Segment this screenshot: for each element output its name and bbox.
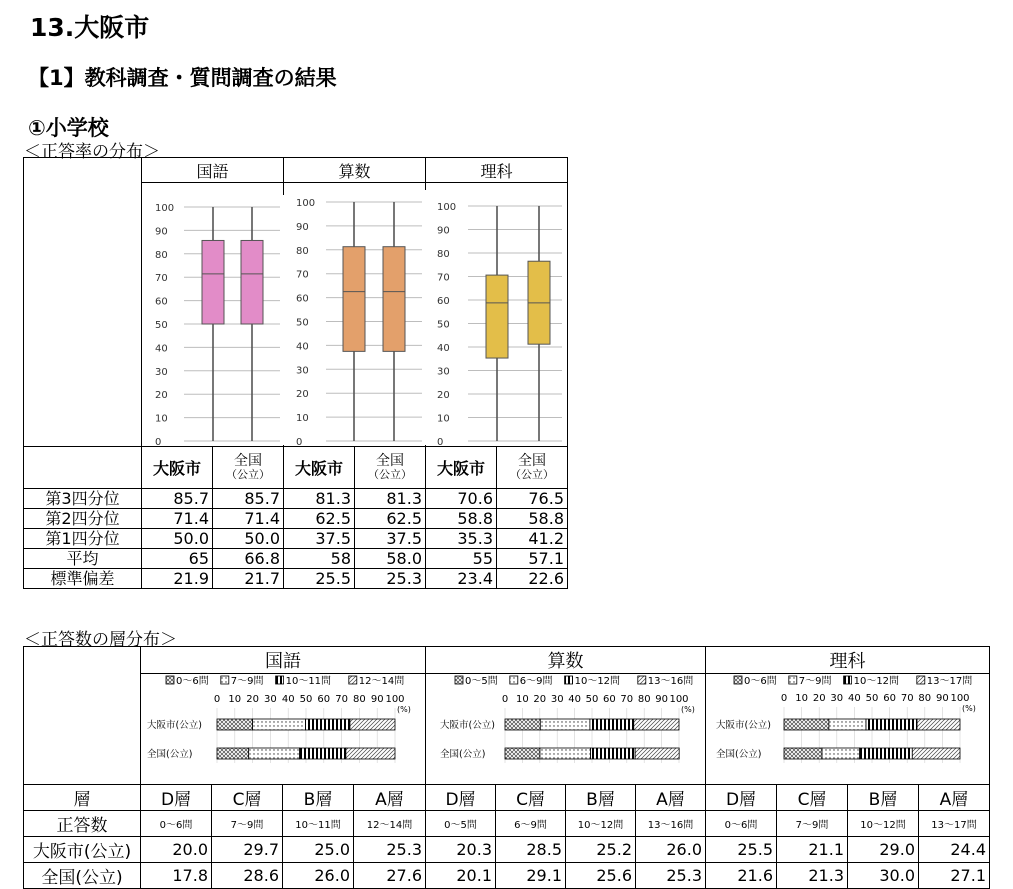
stat-value: 70.6 <box>426 489 497 509</box>
box <box>241 240 263 324</box>
stacked-bar-segment <box>505 748 540 759</box>
layer-value: 25.0 <box>283 837 354 863</box>
range-label: 7～9問 <box>212 811 283 837</box>
legend-swatch <box>510 676 518 684</box>
stat-value: 57.1 <box>497 549 568 569</box>
legend-label: 7～9問 <box>230 676 264 687</box>
distribution-title: ＜正答率の分布＞ <box>24 142 160 162</box>
layer-label: C層 <box>496 785 566 811</box>
layer-value: 28.5 <box>496 837 566 863</box>
category-label: 全国(公立) <box>440 749 486 760</box>
range-label: 0～5問 <box>426 811 496 837</box>
layer-value: 25.5 <box>706 837 777 863</box>
category-label: 大阪市(公立) <box>440 720 495 731</box>
y-tick-label: 80 <box>296 245 309 257</box>
stacked-bar-segment <box>253 719 306 730</box>
layer-distribution-title: ＜正答数の層分布＞ <box>24 630 177 650</box>
layer-value: 24.4 <box>919 837 990 863</box>
group-zenkoku-label: 全国 <box>234 452 262 469</box>
stat-value: 81.3 <box>355 489 426 509</box>
y-tick-label: 20 <box>155 390 168 402</box>
row-label-count: 正答数 <box>24 811 141 837</box>
legend-label: 13～17問 <box>926 676 973 687</box>
legend-label: 10～11問 <box>285 676 332 687</box>
range-label: 12～14問 <box>354 811 426 837</box>
legend-label: 0～6問 <box>744 676 777 687</box>
x-tick-label: 30 <box>550 694 564 705</box>
subject-header-rika: 理科 <box>426 158 568 183</box>
y-tick-label: 90 <box>296 221 309 233</box>
y-tick-label: 30 <box>437 366 450 378</box>
y-tick-label: 100 <box>296 198 316 209</box>
stat-value: 37.5 <box>284 529 355 549</box>
stat-value: 55 <box>426 549 497 569</box>
box <box>202 240 224 324</box>
range-label: 0～6問 <box>141 811 212 837</box>
subject-header-kokugo: 国語 <box>142 158 284 183</box>
y-tick-label: 40 <box>437 343 450 354</box>
stacked-bar-segment <box>635 748 679 759</box>
layer-subject-kokugo: 国語 <box>141 647 426 674</box>
layer-label: D層 <box>141 785 212 811</box>
layer-value: 29.1 <box>496 863 566 889</box>
stat-value: 62.5 <box>284 509 355 529</box>
stat-value: 58.0 <box>355 549 426 569</box>
layer-value: 26.0 <box>283 863 354 889</box>
x-tick-label: 90 <box>936 693 949 704</box>
y-tick-label: 70 <box>437 272 450 284</box>
group-osaka: 大阪市 <box>426 447 497 489</box>
stacked-bar-segment <box>829 719 866 730</box>
row-label-osaka: 大阪市(公立) <box>24 837 141 863</box>
stat-value: 85.7 <box>142 489 213 509</box>
row-label-layer: 層 <box>24 785 141 811</box>
y-tick-label: 90 <box>155 226 168 238</box>
x-tick-label: 90 <box>655 694 668 705</box>
layer-value: 20.1 <box>426 863 496 889</box>
row-label-zenkoku: 全国(公立) <box>24 863 141 889</box>
layer-value: 27.1 <box>919 863 990 889</box>
x-tick-label: 70 <box>335 694 348 705</box>
x-tick-label: 60 <box>883 693 896 704</box>
layer-value: 20.0 <box>141 837 212 863</box>
layer-label: B層 <box>566 785 636 811</box>
layer-label: B層 <box>283 785 354 811</box>
stat-label: 第2四分位 <box>24 509 142 529</box>
x-tick-label: 40 <box>281 694 295 705</box>
layer-label: C層 <box>777 785 848 811</box>
stat-label: 第3四分位 <box>24 489 142 509</box>
unit-label: (%) <box>397 705 411 714</box>
y-tick-label: 100 <box>437 202 457 213</box>
legend-label: 0～6問 <box>176 676 209 687</box>
stacked-bar-segment <box>860 748 913 759</box>
x-tick-label: 80 <box>637 694 651 705</box>
y-tick-label: 80 <box>437 249 450 260</box>
stat-value: 22.6 <box>497 569 568 589</box>
stacked-bar-segment <box>540 719 590 730</box>
stat-value: 71.4 <box>213 509 284 529</box>
y-tick-label: 0 <box>437 437 444 448</box>
stacked-bar-segment <box>346 748 395 759</box>
stat-value: 58.8 <box>426 509 497 529</box>
x-tick-label: 60 <box>603 694 616 705</box>
legend-label: 6～9問 <box>519 676 553 687</box>
layer-value: 21.1 <box>777 837 848 863</box>
layer-value: 28.6 <box>212 863 283 889</box>
range-label: 13～16問 <box>636 811 706 837</box>
stacked-bar-segment <box>912 748 960 759</box>
x-tick-label: 10 <box>516 694 529 705</box>
x-tick-label: 20 <box>533 694 547 705</box>
category-label: 大阪市(公立) <box>147 720 202 731</box>
stat-value: 21.7 <box>213 569 284 589</box>
x-tick-label: 40 <box>568 694 581 705</box>
range-label: 10～12問 <box>848 811 919 837</box>
y-tick-label: 40 <box>155 343 168 355</box>
unit-label: (%) <box>962 704 976 713</box>
stacked-bar-segment <box>591 748 636 759</box>
y-tick-label: 50 <box>437 319 450 331</box>
y-tick-label: 60 <box>296 293 309 305</box>
x-tick-label: 50 <box>585 694 599 705</box>
range-label: 10～12問 <box>566 811 636 837</box>
layer-value: 30.0 <box>848 863 919 889</box>
x-tick-label: 90 <box>370 694 384 705</box>
legend-swatch <box>844 676 852 684</box>
legend-label: 10～12問 <box>853 676 900 687</box>
layer-label: A層 <box>636 785 706 811</box>
layer-value: 20.3 <box>426 837 496 863</box>
legend-swatch <box>734 676 742 684</box>
box <box>383 247 405 352</box>
stacked-bar-segment <box>505 719 540 730</box>
stacked-bar-segment <box>305 719 350 730</box>
legend-label: 0～5問 <box>465 676 498 687</box>
stacked-bar-segment <box>917 719 960 730</box>
x-tick-label: 100 <box>669 694 689 705</box>
legend-swatch <box>349 676 357 684</box>
x-tick-label: 50 <box>299 694 313 705</box>
group-osaka: 大阪市 <box>142 447 213 489</box>
layer-label: B層 <box>848 785 919 811</box>
layer-value: 17.8 <box>141 863 212 889</box>
layer-value: 25.3 <box>354 837 426 863</box>
y-tick-label: 70 <box>296 269 309 281</box>
x-tick-label: 100 <box>950 693 970 704</box>
y-tick-label: 70 <box>155 273 168 285</box>
x-tick-label: 0 <box>213 694 221 705</box>
y-tick-label: 50 <box>296 317 309 329</box>
range-label: 6～9問 <box>496 811 566 837</box>
legend-swatch <box>638 676 646 684</box>
subsection-title: ①小学校 <box>28 116 109 140</box>
legend-swatch <box>565 676 573 684</box>
layer-value: 21.6 <box>706 863 777 889</box>
subject-header-sansu: 算数 <box>284 158 426 183</box>
stacked-bar-segment <box>784 748 822 759</box>
layer-label: D層 <box>706 785 777 811</box>
layer-value: 25.3 <box>636 863 706 889</box>
legend-label: 13～16問 <box>647 676 694 687</box>
stat-value: 76.5 <box>497 489 568 509</box>
stat-value: 66.8 <box>213 549 284 569</box>
y-tick-label: 40 <box>296 341 309 353</box>
group-zenkoku-sub: （公立） <box>226 467 270 481</box>
stat-label: 平均 <box>24 549 142 569</box>
layer-subject-sansu: 算数 <box>426 647 706 674</box>
layer-value: 25.2 <box>566 837 636 863</box>
group-zenkoku-sub: （公立） <box>510 467 554 481</box>
y-tick-label: 20 <box>437 390 450 401</box>
range-label: 13～17問 <box>919 811 990 837</box>
x-tick-label: 40 <box>848 693 861 704</box>
range-label: 0～6問 <box>706 811 777 837</box>
box <box>343 247 365 352</box>
layer-label: A層 <box>919 785 990 811</box>
stat-value: 58 <box>284 549 355 569</box>
stat-value: 41.2 <box>497 529 568 549</box>
y-tick-label: 0 <box>296 437 303 448</box>
y-tick-label: 30 <box>296 365 309 377</box>
layer-value: 29.7 <box>212 837 283 863</box>
stat-label: 第1四分位 <box>24 529 142 549</box>
x-tick-label: 50 <box>865 693 879 704</box>
legend-swatch <box>276 676 284 684</box>
stat-value: 23.4 <box>426 569 497 589</box>
layer-value: 26.0 <box>636 837 706 863</box>
unit-label: (%) <box>681 705 695 714</box>
y-tick-label: 100 <box>155 203 175 214</box>
stacked-bar-segment <box>634 719 679 730</box>
x-tick-label: 10 <box>795 693 808 704</box>
legend-label: 7～9問 <box>798 676 832 687</box>
stacked-bar-segment <box>590 719 634 730</box>
stacked-bar-segment <box>217 748 249 759</box>
stat-value: 21.9 <box>142 569 213 589</box>
y-tick-label: 60 <box>437 296 450 307</box>
x-tick-label: 30 <box>830 693 844 704</box>
x-tick-label: 10 <box>228 694 242 705</box>
layer-label: A層 <box>354 785 426 811</box>
stat-label: 標準偏差 <box>24 569 142 589</box>
y-tick-label: 80 <box>155 249 168 261</box>
stat-value: 62.5 <box>355 509 426 529</box>
x-tick-label: 80 <box>353 694 366 705</box>
legend-swatch <box>789 676 797 684</box>
layer-label: C層 <box>212 785 283 811</box>
stat-value: 25.3 <box>355 569 426 589</box>
y-tick-label: 20 <box>296 389 309 401</box>
page-title: 13.大阪市 <box>30 13 150 42</box>
x-tick-label: 70 <box>900 693 914 704</box>
legend-swatch <box>455 676 463 684</box>
legend-swatch <box>221 676 229 684</box>
y-tick-label: 60 <box>155 296 168 308</box>
layer-value: 25.6 <box>566 863 636 889</box>
stacked-bar-segment <box>866 719 917 730</box>
layer-subject-rika: 理科 <box>706 647 990 674</box>
category-label: 全国(公立) <box>147 749 193 760</box>
group-zenkoku-sub: （公立） <box>368 467 412 481</box>
category-label: 大阪市(公立) <box>716 720 771 731</box>
stat-value: 58.8 <box>497 509 568 529</box>
stat-value: 65 <box>142 549 213 569</box>
stacked-bar-segment <box>350 719 395 730</box>
layer-value: 29.0 <box>848 837 919 863</box>
category-label: 全国(公立) <box>716 749 762 760</box>
layer-value: 21.3 <box>777 863 848 889</box>
stacked-bar-segment <box>249 748 300 759</box>
y-tick-label: 50 <box>155 320 168 331</box>
x-tick-label: 20 <box>812 693 826 704</box>
stacked-bar-segment <box>540 748 591 759</box>
stacked-bar-segment <box>217 719 253 730</box>
section-title: 【1】教科調査・質問調査の結果 <box>28 66 337 90</box>
x-tick-label: 80 <box>918 693 932 704</box>
x-tick-label: 70 <box>620 694 634 705</box>
stacked-bar-segment <box>822 748 859 759</box>
x-tick-label: 0 <box>501 694 509 705</box>
layer-value: 27.6 <box>354 863 426 889</box>
stat-value: 37.5 <box>355 529 426 549</box>
x-tick-label: 0 <box>780 693 788 704</box>
y-tick-label: 0 <box>155 437 162 448</box>
x-tick-label: 100 <box>385 694 405 705</box>
group-zenkoku-label: 全国 <box>376 452 404 469</box>
stat-value: 35.3 <box>426 529 497 549</box>
range-label: 10～11問 <box>283 811 354 837</box>
stat-value: 50.0 <box>213 529 284 549</box>
stat-value: 25.5 <box>284 569 355 589</box>
y-tick-label: 90 <box>437 225 450 237</box>
legend-label: 10～12問 <box>574 676 621 687</box>
stacked-bar-segment <box>300 748 346 759</box>
x-tick-label: 60 <box>317 694 331 705</box>
box <box>486 275 508 358</box>
group-zenkoku-label: 全国 <box>518 452 546 469</box>
legend-label: 12～14問 <box>358 676 405 687</box>
stat-value: 71.4 <box>142 509 213 529</box>
y-tick-label: 10 <box>296 413 309 425</box>
range-label: 7～9問 <box>777 811 848 837</box>
stat-value: 85.7 <box>213 489 284 509</box>
stacked-bar-segment <box>784 719 829 730</box>
y-tick-label: 10 <box>437 413 450 425</box>
y-tick-label: 30 <box>155 366 168 378</box>
layer-label: D層 <box>426 785 496 811</box>
y-tick-label: 10 <box>155 413 168 425</box>
x-tick-label: 30 <box>264 694 277 705</box>
stat-value: 81.3 <box>284 489 355 509</box>
stat-value: 50.0 <box>142 529 213 549</box>
legend-swatch <box>917 676 925 684</box>
group-osaka: 大阪市 <box>284 447 355 489</box>
x-tick-label: 20 <box>246 694 259 705</box>
legend-swatch <box>166 676 174 684</box>
